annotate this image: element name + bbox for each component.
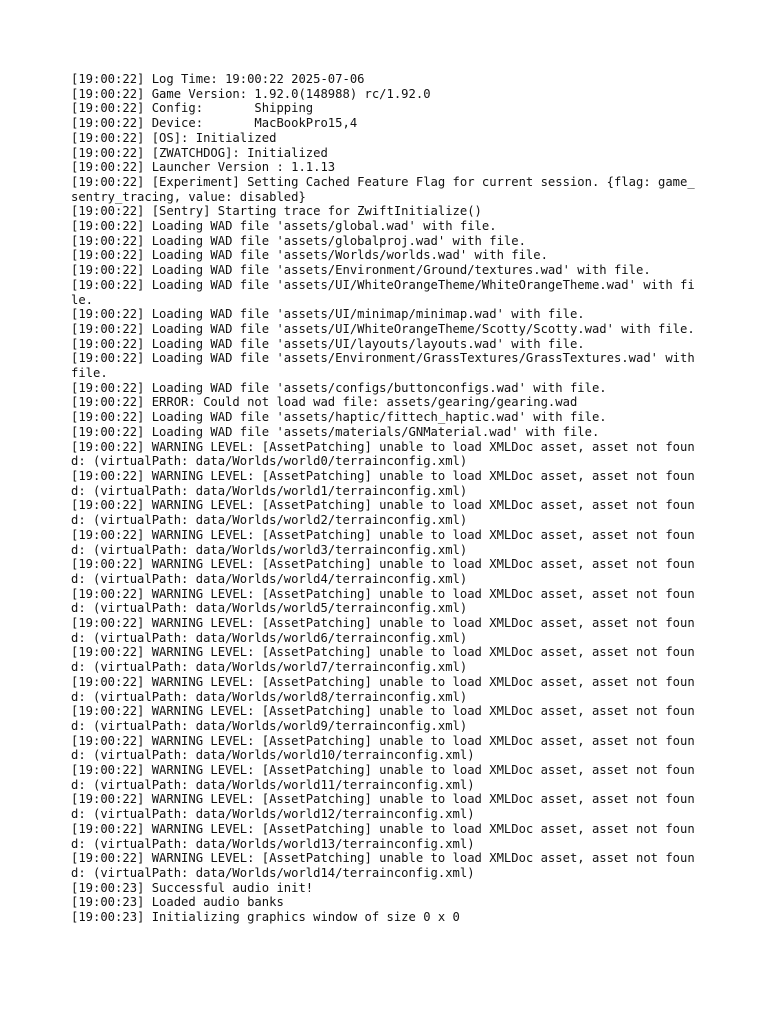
log-line: [19:00:22] Loading WAD file 'assets/globalproj.wad' with file.	[71, 233, 526, 248]
log-line: [19:00:22] Loading WAD file 'assets/UI/layouts/layouts.wad' with file.	[71, 336, 585, 351]
log-line: [19:00:22] Loading WAD file 'assets/materials/GNMaterial.wad' with file.	[71, 424, 600, 439]
log-line: [19:00:22] Loading WAD file 'assets/UI/WhiteOrangeTheme/Scotty/Scotty.wad' with file.	[71, 321, 695, 336]
log-line: [19:00:22] WARNING LEVEL: [AssetPatching] unable to load XMLDoc asset, asset not found: (virtualPath: data/Worlds/world3/terrainconfig.xml)	[71, 527, 695, 557]
log-line: [19:00:22] Device: MacBookPro15,4	[71, 116, 358, 131]
log-line: [19:00:22] ERROR: Could not load wad file: assets/gearing/gearing.wad	[71, 395, 578, 410]
log-line: [19:00:22] Loading WAD file 'assets/Worlds/worlds.wad' with file.	[71, 248, 548, 263]
log-line: [19:00:22] Loading WAD file 'assets/global.wad' with file.	[71, 219, 497, 234]
log-line: [19:00:23] Loaded audio banks	[71, 895, 284, 910]
log-line: [19:00:22] WARNING LEVEL: [AssetPatching] unable to load XMLDoc asset, asset not found: (virtualPath: data/Worlds/world0/terrainconfig.xml)	[71, 439, 695, 469]
log-line: [19:00:22] WARNING LEVEL: [AssetPatching] unable to load XMLDoc asset, asset not found: (virtualPath: data/Worlds/world4/terrainconfig.xml)	[71, 557, 695, 586]
log-line: [19:00:22] WARNING LEVEL: [AssetPatching] unable to load XMLDoc asset, asset not found: (virtualPath: data/Worlds/world8/terrainconfig.xml)	[71, 674, 695, 704]
log-line: [19:00:22] WARNING LEVEL: [AssetPatching] unable to load XMLDoc asset, asset not found: (virtualPath: data/Worlds/world12/terrainconfig.xml)	[71, 792, 695, 822]
log-line: [19:00:22] WARNING LEVEL: [AssetPatching] unable to load XMLDoc asset, asset not found: (virtualPath: data/Worlds/world11/terrainconfig.xml)	[71, 763, 695, 792]
log-line: [19:00:22] WARNING LEVEL: [AssetPatching] unable to load XMLDoc asset, asset not found: (virtualPath: data/Worlds/world10/terrainconfig.xml)	[71, 733, 695, 763]
log-line: [19:00:23] Initializing graphics window of size 0 x 0	[71, 910, 460, 925]
log-line: [19:00:22] Loading WAD file 'assets/Environment/Ground/textures.wad' with file.	[71, 263, 651, 278]
log-line: [19:00:22] [OS]: Initialized	[71, 130, 277, 145]
log-line: [19:00:22] WARNING LEVEL: [AssetPatching] unable to load XMLDoc asset, asset not found: (virtualPath: data/Worlds/world6/terrainconfig.xml)	[71, 616, 695, 645]
log-line: [19:00:22] Loading WAD file 'assets/configs/buttonconfigs.wad' with file.	[71, 380, 607, 395]
log-line: [19:00:22] WARNING LEVEL: [AssetPatching] unable to load XMLDoc asset, asset not found: (virtualPath: data/Worlds/world13/terrainconfig.xml)	[71, 821, 695, 851]
log-line: [19:00:22] WARNING LEVEL: [AssetPatching] unable to load XMLDoc asset, asset not found: (virtualPath: data/Worlds/world1/terrainconfig.xml)	[71, 468, 695, 498]
log-line: [19:00:22] WARNING LEVEL: [AssetPatching] unable to load XMLDoc asset, asset not found: (virtualPath: data/Worlds/world7/terrainconfig.xml)	[71, 645, 695, 675]
log-line: [19:00:22] [Sentry] Starting trace for ZwiftInitialize()	[71, 204, 482, 219]
log-line: [19:00:22] WARNING LEVEL: [AssetPatching] unable to load XMLDoc asset, asset not found: (virtualPath: data/Worlds/world14/terrainconfig.xml)	[71, 851, 695, 880]
log-line: [19:00:22] [Experiment] Setting Cached Feature Flag for current session. {flag: game_sentry_tracing, value: disabled}	[71, 174, 695, 204]
log-line: [19:00:22] [ZWATCHDOG]: Initialized	[71, 145, 328, 160]
log-line: [19:00:22] WARNING LEVEL: [AssetPatching] unable to load XMLDoc asset, asset not found: (virtualPath: data/Worlds/world5/terrainconfig.xml)	[71, 586, 695, 616]
log-line: [19:00:22] Loading WAD file 'assets/haptic/fittech_haptic.wad' with file.	[71, 410, 607, 425]
log-line: [19:00:22] Log Time: 19:00:22 2025-07-06	[71, 72, 365, 86]
log-line: [19:00:22] Config: Shipping	[71, 101, 314, 116]
log-text-block	[71, 72, 703, 925]
log-line: [19:00:22] Loading WAD file 'assets/Environment/GrassTextures/GrassTextures.wad' with file.	[71, 351, 703, 381]
log-line: [19:00:22] Loading WAD file 'assets/UI/WhiteOrangeTheme/WhiteOrangeTheme.wad' with file.	[71, 277, 695, 307]
log-line: [19:00:22] WARNING LEVEL: [AssetPatching] unable to load XMLDoc asset, asset not found: (virtualPath: data/Worlds/world2/terrainconfig.xml)	[71, 498, 695, 528]
log-line: [19:00:22] Game Version: 1.92.0(148988) rc/1.92.0	[71, 86, 431, 101]
log-line: [19:00:23] Successful audio init!	[71, 880, 314, 895]
log-line: [19:00:22] WARNING LEVEL: [AssetPatching] unable to load XMLDoc asset, asset not found: (virtualPath: data/Worlds/world9/terrainconfig.xml)	[71, 704, 695, 733]
log-line: [19:00:22] Loading WAD file 'assets/UI/minimap/minimap.wad' with file.	[71, 307, 585, 322]
log-line: [19:00:22] Launcher Version : 1.1.13	[71, 160, 336, 175]
